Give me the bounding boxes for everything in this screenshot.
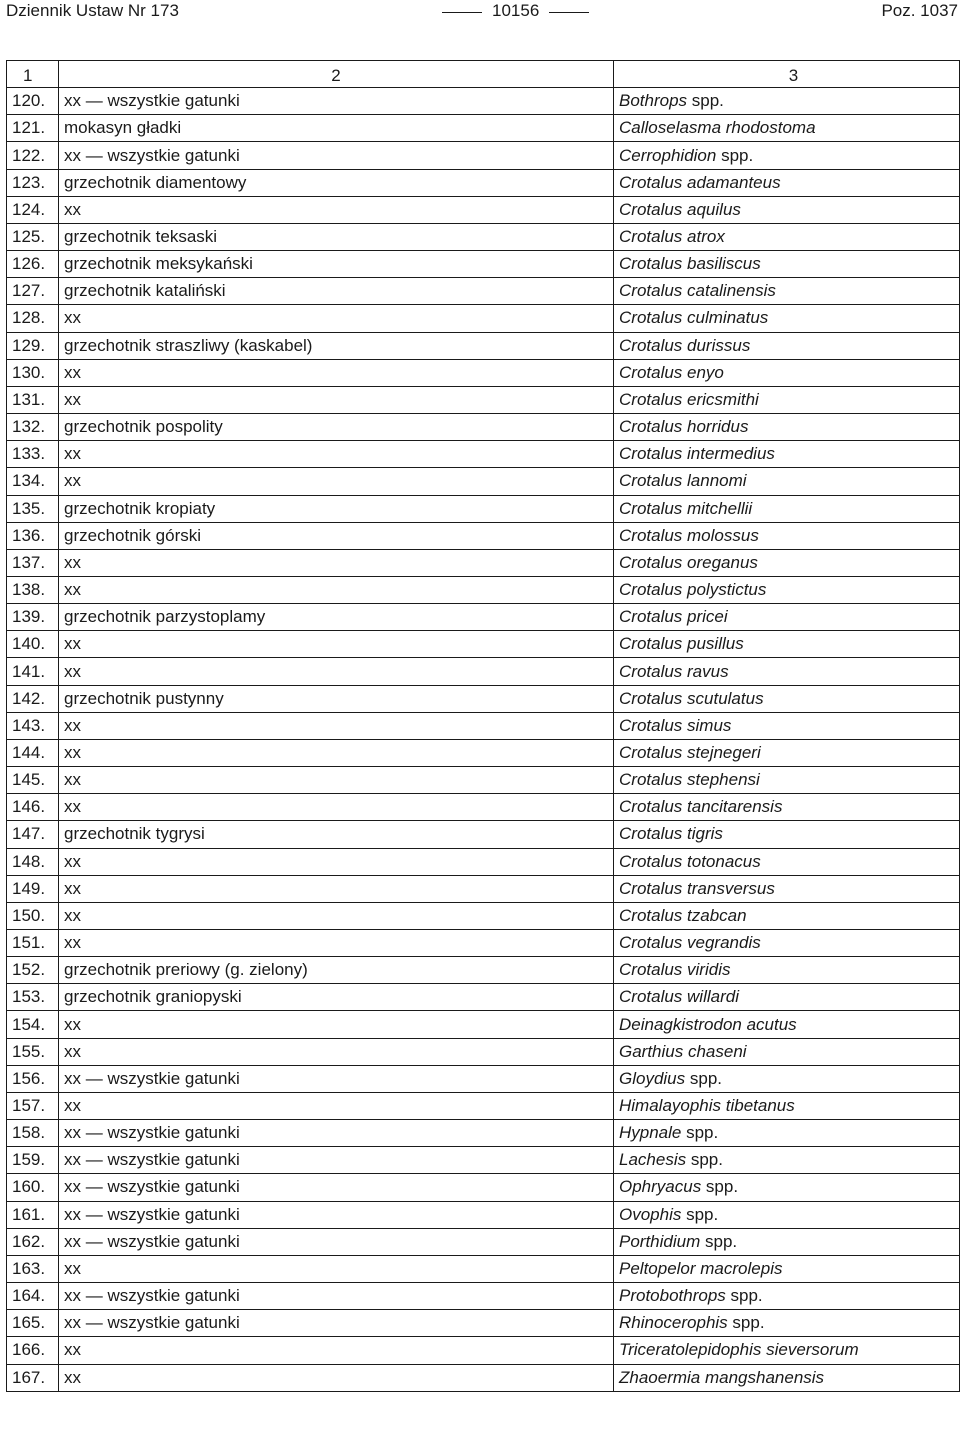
page-number-dash-right [549,12,589,13]
latin-name-cell [614,1174,960,1201]
latin-name-cell [614,115,960,142]
latin-name-cell [614,468,960,495]
polish-name: xx — wszystkie gatunki [59,1283,614,1310]
polish-name: grzechotnik straszliwy (kaskabel) [59,332,614,359]
table-row [7,1038,960,1065]
species-abbreviation: spp. [725,1286,763,1306]
latin-name: Bothrops [619,91,688,111]
row-number: 150. [7,902,59,929]
species-abbreviation: spp. [716,145,754,165]
table-row [7,223,960,250]
row-number: 131. [7,386,59,413]
row-number: 137. [7,549,59,576]
polish-name: xx — wszystkie gatunki [59,1201,614,1228]
polish-name: xx [59,359,614,386]
latin-name-cell [614,332,960,359]
row-number: 135. [7,495,59,522]
polish-name: xx [59,386,614,413]
row-number: 160. [7,1174,59,1201]
latin-name-cell [614,251,960,278]
latin-name: Rhinocerophis [619,1313,728,1333]
latin-name-cell [614,984,960,1011]
polish-name: xx [59,576,614,603]
latin-name-cell [614,576,960,603]
latin-name-cell [614,1011,960,1038]
row-number: 132. [7,414,59,441]
row-number: 125. [7,223,59,250]
latin-name-cell [614,1147,960,1174]
polish-name: xx [59,658,614,685]
latin-name-cell [614,1364,960,1391]
table-row [7,1337,960,1364]
latin-name: Himalayophis tibetanus [619,1096,795,1116]
latin-name: Crotalus polystictus [619,580,767,600]
polish-name: xx — wszystkie gatunki [59,1147,614,1174]
latin-name: Crotalus atrox [619,227,725,247]
table-row [7,414,960,441]
page-number-block [432,1,599,21]
species-abbreviation: spp. [685,1068,722,1088]
table-row [7,278,960,305]
table-row [7,739,960,766]
page-header [0,0,960,28]
latin-name-cell [614,604,960,631]
latin-name: Crotalus tzabcan [619,905,747,925]
table-row [7,604,960,631]
table-row [7,767,960,794]
latin-name: Crotalus scutulatus [619,688,764,708]
polish-name: xx [59,441,614,468]
row-number: 149. [7,875,59,902]
latin-name: Crotalus mitchellii [619,498,753,518]
polish-name: xx — wszystkie gatunki [59,1065,614,1092]
latin-name: Crotalus tancitarensis [619,797,783,817]
latin-name-cell [614,1310,960,1337]
row-number: 136. [7,522,59,549]
latin-name-cell [614,414,960,441]
row-number: 157. [7,1092,59,1119]
row-number: 161. [7,1201,59,1228]
latin-name-cell [614,685,960,712]
row-number: 129. [7,332,59,359]
species-abbreviation: spp. [701,1177,739,1197]
polish-name: xx [59,1092,614,1119]
polish-name: xx [59,549,614,576]
table-row [7,821,960,848]
table-row [7,88,960,115]
table-row [7,495,960,522]
latin-name: Crotalus tigris [619,824,723,844]
latin-name-cell [614,278,960,305]
table-row [7,251,960,278]
polish-name: grzechotnik pospolity [59,414,614,441]
polish-name: mokasyn gładki [59,115,614,142]
row-number: 156. [7,1065,59,1092]
species-abbreviation: spp. [681,1123,719,1143]
latin-name: Crotalus viridis [619,960,731,980]
polish-name: xx [59,794,614,821]
row-number: 151. [7,930,59,957]
row-number: 153. [7,984,59,1011]
latin-name-cell [614,196,960,223]
species-abbreviation: spp. [727,1313,765,1333]
latin-name: Triceratolepidophis sieversorum [619,1340,859,1360]
polish-name: grzechotnik pustynny [59,685,614,712]
page-number-dash-left [442,12,482,13]
row-number: 140. [7,631,59,658]
polish-name: xx [59,1255,614,1282]
row-number: 141. [7,658,59,685]
latin-name-cell [614,142,960,169]
latin-name-cell [614,875,960,902]
latin-name: Crotalus catalinensis [619,281,776,301]
row-number: 159. [7,1147,59,1174]
row-number: 166. [7,1337,59,1364]
latin-name-cell [614,930,960,957]
table-row [7,359,960,386]
latin-name-cell [614,1065,960,1092]
species-table-body [7,61,960,1392]
table-row [7,658,960,685]
polish-name: xx — wszystkie gatunki [59,1120,614,1147]
row-number: 124. [7,196,59,223]
latin-name-cell [614,821,960,848]
table-row [7,712,960,739]
row-number: 130. [7,359,59,386]
latin-name: Crotalus ericsmithi [619,389,759,409]
latin-name: Crotalus aquilus [619,199,741,219]
polish-name: xx [59,712,614,739]
polish-name: xx [59,875,614,902]
row-number: 164. [7,1283,59,1310]
species-abbreviation: spp. [681,1204,719,1224]
table-row [7,1255,960,1282]
row-number: 146. [7,794,59,821]
row-number: 123. [7,169,59,196]
species-abbreviation: spp. [700,1231,738,1251]
table-row [7,196,960,223]
latin-name: Crotalus horridus [619,417,749,437]
latin-name: Crotalus culminatus [619,308,769,328]
latin-name: Crotalus pricei [619,607,728,627]
latin-name: Crotalus pusillus [619,634,744,654]
table-row [7,549,960,576]
row-number: 126. [7,251,59,278]
latin-name-cell [614,522,960,549]
table-row [7,169,960,196]
position-number: Poz. 1037 [881,1,958,20]
row-number: 165. [7,1310,59,1337]
latin-name-cell [614,1228,960,1255]
row-number: 138. [7,576,59,603]
polish-name: grzechotnik tygrysi [59,821,614,848]
latin-name-cell [614,495,960,522]
latin-name: Crotalus molossus [619,525,759,545]
row-number: 145. [7,767,59,794]
table-row [7,1310,960,1337]
latin-name: Lachesis [619,1150,687,1170]
table-row [7,1011,960,1038]
table-row [7,576,960,603]
latin-name: Crotalus stephensi [619,770,760,790]
latin-name-cell [614,549,960,576]
polish-name: xx — wszystkie gatunki [59,1174,614,1201]
latin-name-cell [614,1255,960,1282]
table-row [7,142,960,169]
latin-name-cell [614,794,960,821]
latin-name-cell [614,1092,960,1119]
polish-name: xx — wszystkie gatunki [59,88,614,115]
latin-name: Crotalus lannomi [619,471,747,491]
column-number-2: 2 [59,61,614,88]
polish-name: xx [59,1337,614,1364]
polish-name: xx [59,902,614,929]
table-row [7,1065,960,1092]
latin-name-cell [614,305,960,332]
latin-name: Crotalus durissus [619,335,751,355]
latin-name: Deinagkistrodon acutus [619,1014,797,1034]
polish-name: xx [59,305,614,332]
row-number: 154. [7,1011,59,1038]
table-row [7,957,960,984]
table-row [7,875,960,902]
row-number: 148. [7,848,59,875]
row-number: 120. [7,88,59,115]
row-number: 142. [7,685,59,712]
polish-name: grzechotnik teksaski [59,223,614,250]
polish-name: xx — wszystkie gatunki [59,1310,614,1337]
latin-name-cell [614,169,960,196]
polish-name: xx [59,1011,614,1038]
polish-name: xx [59,930,614,957]
polish-name: grzechotnik graniopyski [59,984,614,1011]
row-number: 163. [7,1255,59,1282]
latin-name: Crotalus stejnegeri [619,742,761,762]
row-number: 122. [7,142,59,169]
latin-name: Crotalus basiliscus [619,254,761,274]
polish-name: xx [59,739,614,766]
latin-name-cell [614,88,960,115]
latin-name: Crotalus intermedius [619,444,775,464]
table-row [7,1174,960,1201]
polish-name: xx [59,848,614,875]
polish-name: grzechotnik meksykański [59,251,614,278]
latin-name: Crotalus ravus [619,661,729,681]
latin-name-cell [614,658,960,685]
column-numbers-row [7,61,960,88]
latin-name: Protobothrops [619,1286,726,1306]
latin-name: Crotalus oreganus [619,552,758,572]
table-row [7,848,960,875]
latin-name: Crotalus transversus [619,878,775,898]
latin-name-cell [614,386,960,413]
row-number: 127. [7,278,59,305]
polish-name: grzechotnik kropiaty [59,495,614,522]
polish-name: xx — wszystkie gatunki [59,1228,614,1255]
latin-name: Crotalus willardi [619,987,739,1007]
table-row [7,522,960,549]
table-row [7,115,960,142]
row-number: 139. [7,604,59,631]
latin-name-cell [614,359,960,386]
latin-name: Porthidium [619,1231,701,1251]
row-number: 133. [7,441,59,468]
row-number: 158. [7,1120,59,1147]
table-row [7,984,960,1011]
latin-name: Crotalus vegrandis [619,933,761,953]
latin-name-cell [614,739,960,766]
latin-name-cell [614,957,960,984]
polish-name: grzechotnik preriowy (g. zielony) [59,957,614,984]
row-number: 128. [7,305,59,332]
table-row [7,685,960,712]
latin-name: Gloydius [619,1068,686,1088]
table-row [7,1147,960,1174]
latin-name: Ovophis [619,1204,682,1224]
latin-name-cell [614,1038,960,1065]
latin-name: Crotalus simus [619,715,732,735]
table-row [7,305,960,332]
latin-name-cell [614,1201,960,1228]
polish-name: xx — wszystkie gatunki [59,142,614,169]
species-table [6,60,960,1392]
row-number: 167. [7,1364,59,1391]
polish-name: grzechotnik diamentowy [59,169,614,196]
polish-name: xx [59,631,614,658]
polish-name: xx [59,1364,614,1391]
latin-name-cell [614,631,960,658]
polish-name: xx [59,767,614,794]
latin-name-cell [614,441,960,468]
journal-title: Dziennik Ustaw Nr 173 [6,1,179,20]
column-number-1: 1 [7,61,59,88]
polish-name: grzechotnik parzystoplamy [59,604,614,631]
latin-name-cell [614,767,960,794]
row-number: 144. [7,739,59,766]
table-row [7,1228,960,1255]
latin-name: Calloselasma rhodostoma [619,118,816,138]
polish-name: xx [59,196,614,223]
latin-name: Crotalus totonacus [619,851,761,871]
row-number: 143. [7,712,59,739]
polish-name: xx [59,468,614,495]
latin-name: Peltopelor macrolepis [619,1258,783,1278]
latin-name-cell [614,1120,960,1147]
table-row [7,441,960,468]
row-number: 162. [7,1228,59,1255]
latin-name-cell [614,902,960,929]
row-number: 155. [7,1038,59,1065]
table-row [7,1092,960,1119]
table-row [7,1283,960,1310]
row-number: 147. [7,821,59,848]
row-number: 134. [7,468,59,495]
page-number: 10156 [492,1,540,20]
latin-name: Hypnale [619,1123,682,1143]
table-row [7,794,960,821]
row-number: 152. [7,957,59,984]
latin-name: Crotalus enyo [619,362,724,382]
column-number-3: 3 [614,61,960,88]
latin-name: Cerrophidion [619,145,717,165]
species-abbreviation: spp. [686,1150,723,1170]
table-row [7,902,960,929]
latin-name-cell [614,1283,960,1310]
latin-name: Zhaoermia mangshanensis [619,1367,825,1387]
latin-name-cell [614,848,960,875]
latin-name-cell [614,1337,960,1364]
table-row [7,1120,960,1147]
table-row [7,386,960,413]
latin-name-cell [614,712,960,739]
table-row [7,1201,960,1228]
polish-name: grzechotnik górski [59,522,614,549]
table-row [7,468,960,495]
polish-name: grzechotnik kataliński [59,278,614,305]
species-abbreviation: spp. [687,91,724,111]
polish-name: xx [59,1038,614,1065]
table-row [7,930,960,957]
latin-name-cell [614,223,960,250]
latin-name: Ophryacus [619,1177,702,1197]
table-row [7,332,960,359]
latin-name: Garthius chaseni [619,1041,747,1061]
latin-name: Crotalus adamanteus [619,172,781,192]
table-row [7,631,960,658]
table-row [7,1364,960,1391]
row-number: 121. [7,115,59,142]
